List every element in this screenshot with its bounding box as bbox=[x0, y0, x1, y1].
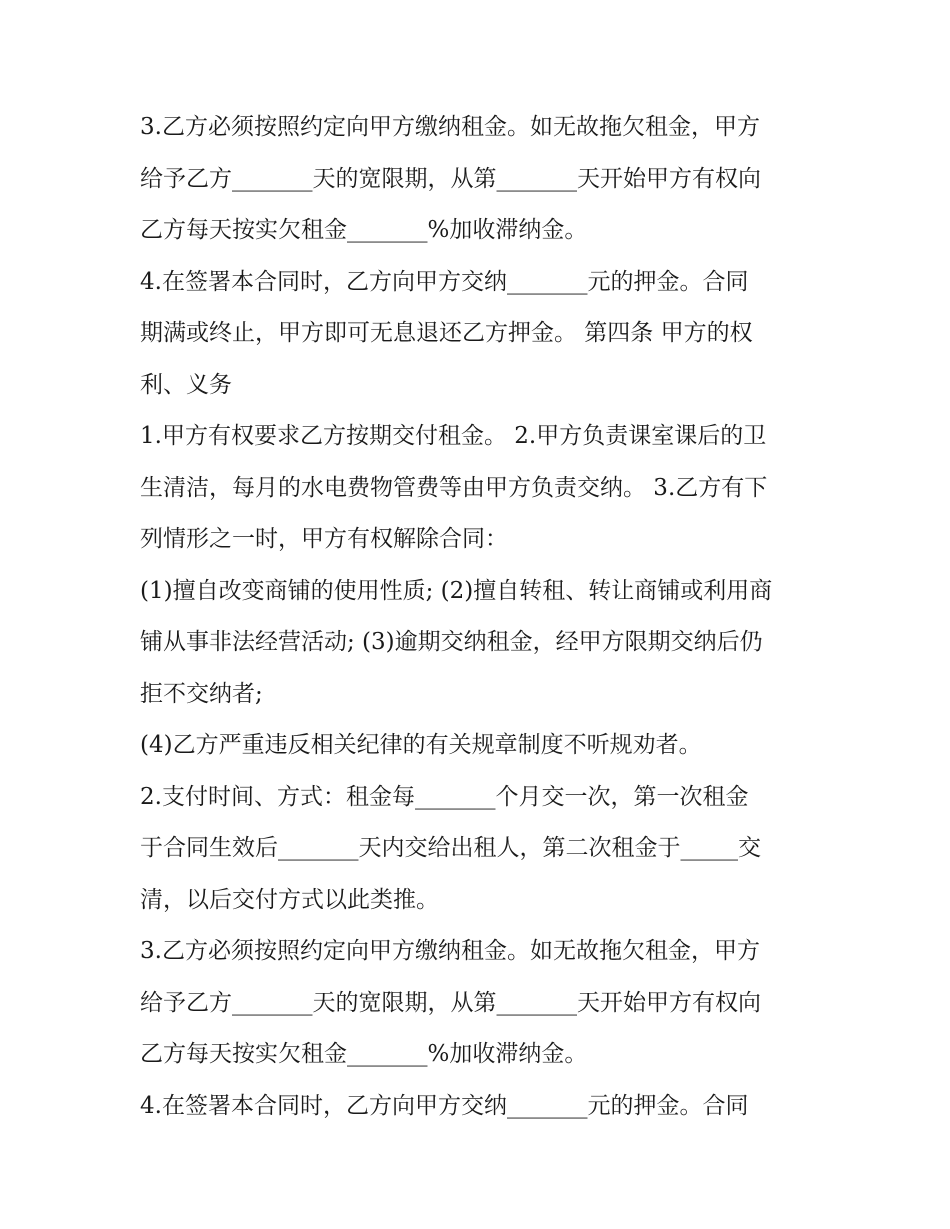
text-line: 期满或终止，甲方即可无息退还乙方押金。 第四条 甲方的权 bbox=[140, 320, 753, 346]
text-line: 利、义务 bbox=[140, 371, 232, 398]
contract-text bbox=[140, 102, 820, 1132]
text-line: (4)乙方严重违反相关纪律的有关规章制度不听规劝者。 bbox=[140, 732, 702, 758]
text-line: 4.在签署本合同时，乙方向甲方交纳_______元的押金。合同 bbox=[140, 1092, 749, 1119]
text-line: 乙方每天按实欠租金_______%加收滞纳金。 bbox=[140, 1041, 588, 1067]
text-line: (1)擅自改变商铺的使用性质; (2)擅自转租、转让商铺或利用商 bbox=[140, 577, 773, 604]
text-line: 乙方每天按实欠租金_______%加收滞纳金。 bbox=[140, 217, 588, 243]
text-line: 列情形之一时，甲方有权解除合同： bbox=[140, 526, 508, 552]
text-line: 3.乙方必须按照约定向甲方缴纳租金。如无故拖欠租金，甲方 bbox=[140, 114, 760, 140]
text-line: 于合同生效后_______天内交给出租人，第二次租金于_____交 bbox=[140, 835, 761, 861]
text-line: 给予乙方_______天的宽限期，从第_______天开始甲方有权向 bbox=[140, 989, 761, 1016]
text-line: 铺从事非法经营活动; (3)逾期交纳租金，经甲方限期交纳后仍 bbox=[140, 629, 763, 655]
text-line: 清，以后交付方式以此类推。 bbox=[140, 886, 439, 913]
text-line: 生清洁，每月的水电费物管费等由甲方负责交纳。 3.乙方有下 bbox=[140, 474, 768, 501]
text-line: 拒不交纳者; bbox=[140, 680, 263, 707]
text-line: 2.支付时间、方式：租金每_______个月交一次，第一次租金 bbox=[140, 783, 749, 810]
text-line: 给予乙方_______天的宽限期，从第_______天开始甲方有权向 bbox=[140, 165, 761, 192]
text-line: 1.甲方有权要求乙方按期交付租金。 2.甲方负责课室课后的卫 bbox=[140, 423, 767, 449]
text-line: 3.乙方必须按照约定向甲方缴纳租金。如无故拖欠租金，甲方 bbox=[140, 938, 760, 964]
text-line: 4.在签署本合同时，乙方向甲方交纳_______元的押金。合同 bbox=[140, 268, 749, 295]
